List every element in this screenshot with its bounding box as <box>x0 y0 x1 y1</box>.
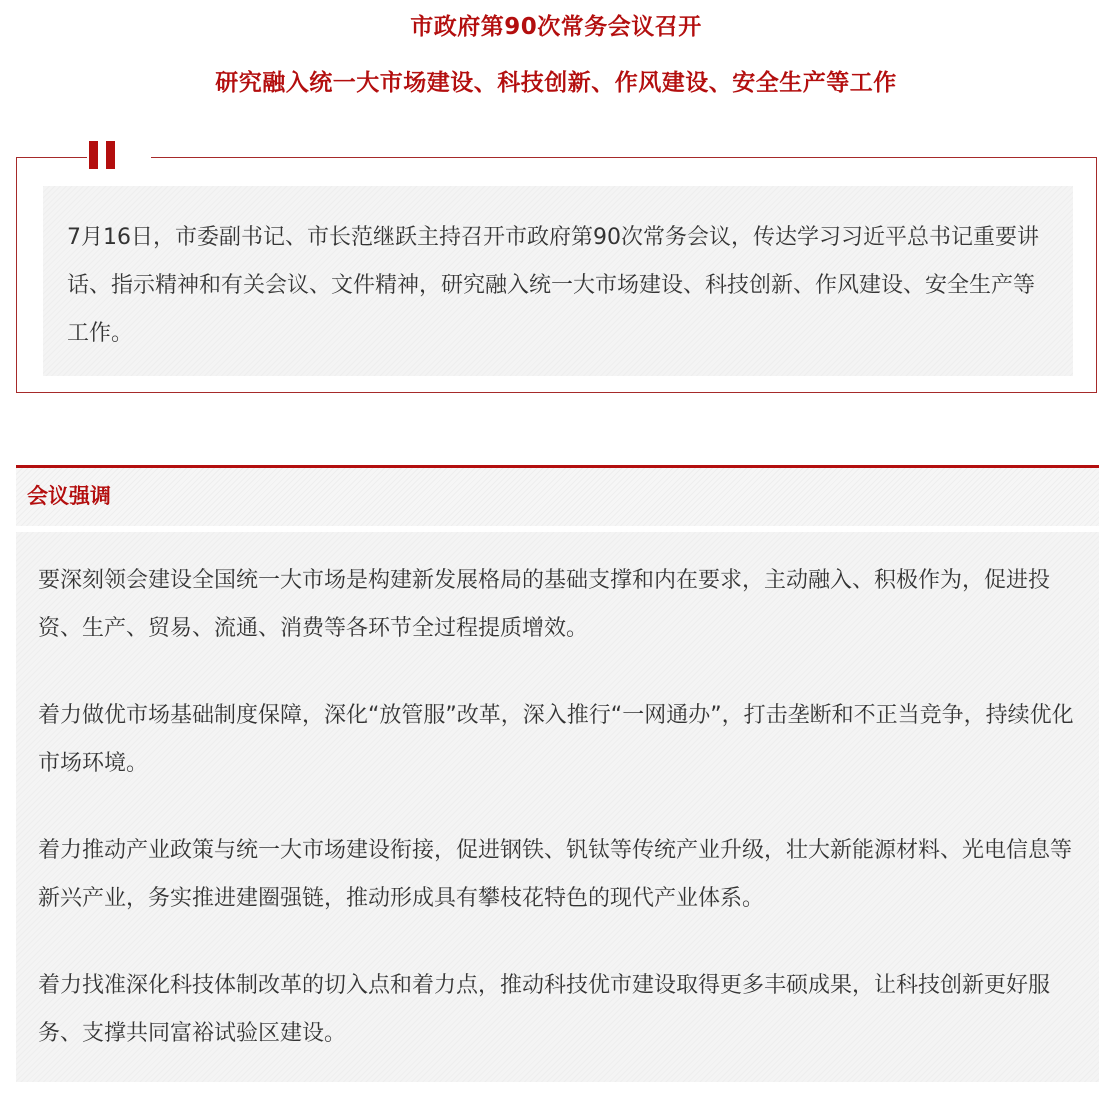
paragraph: 要深刻领会建设全国统一大市场是构建新发展格局的基础支撑和内在要求，主动融入、积极作为，促进投资、生产、贸易、流通、消费等各环节全过程提质增效。 <box>38 568 1051 641</box>
paragraph: 着力做优市场基础制度保障，深化“放管服”改革，深入推行“一网通办”，打击垄断和不正当竞争，持续优化市场环境。 <box>38 703 1074 776</box>
section-header <box>16 468 1099 526</box>
article-title: 市政府第90次常务会议召开 <box>410 14 702 40</box>
paragraph: 着力推动产业政策与统一大市场建设衔接，促进钢铁、钒钛等传统产业升级，壮大新能源材料、光电信息等新兴产业，务实推进建圈强链，推动形成具有攀枝花特色的现代产业体系。 <box>38 838 1073 911</box>
section-title: 会议强调 <box>27 484 111 508</box>
paragraph: 着力找准深化科技体制改革的切入点和着力点，推动科技优市建设取得更多丰硕成果，让科技创新更好服务、支撑共同富裕试验区建设。 <box>38 973 1051 1046</box>
intro-panel <box>43 186 1073 376</box>
intro-text: 7月16日，市委副书记、市长范继跃主持召开市政府第90次常务会议，传达学习习近平总书记重要讲话、指示精神和有关会议、文件精神，研究融入统一大市场建设、科技创新、作风建设、安全生产等工作。 <box>67 225 1039 346</box>
double-bar-icon <box>89 141 117 169</box>
article-subtitle: 研究融入统一大市场建设、科技创新、作风建设、安全生产等工作 <box>215 70 897 96</box>
